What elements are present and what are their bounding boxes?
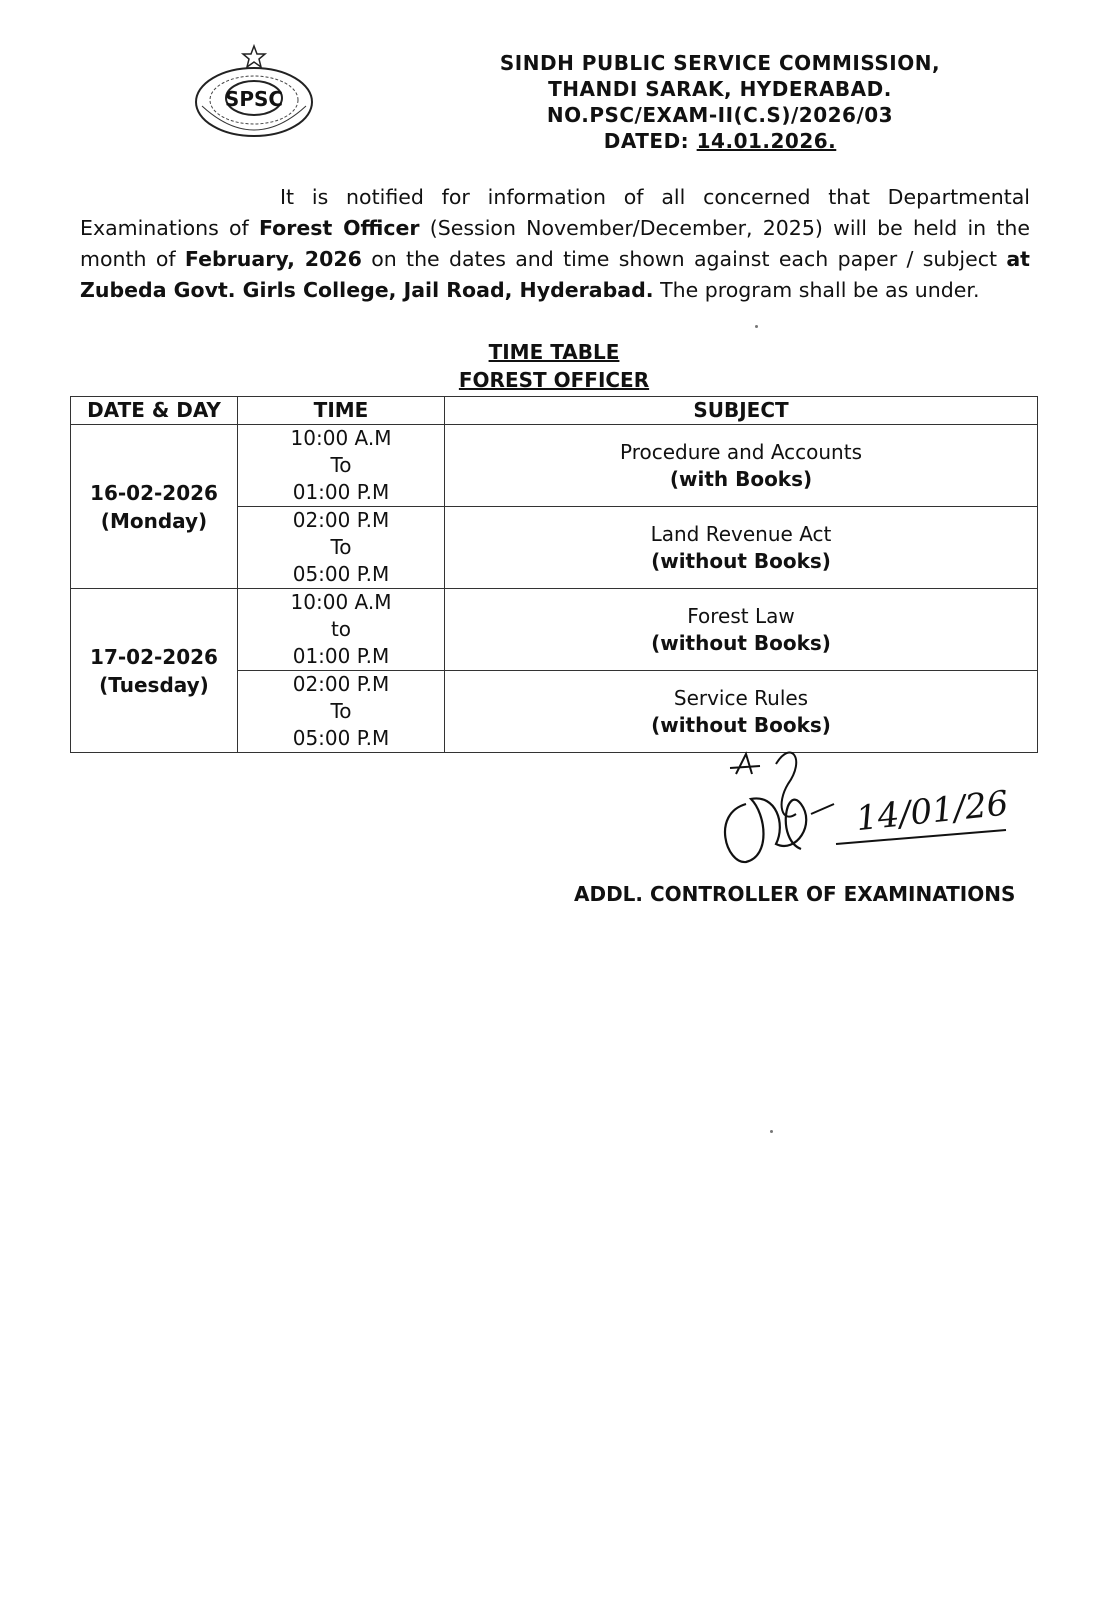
- time-end: 05:00 P.M: [292, 726, 390, 750]
- timetable: [70, 396, 1038, 753]
- time-separator: To: [330, 535, 352, 559]
- time-cell: [238, 507, 445, 589]
- dated-value: 14.01.2026.: [696, 129, 837, 153]
- time-cell: [238, 425, 445, 507]
- exam-date: 16-02-2026: [90, 480, 218, 505]
- subject-cell: [445, 589, 1038, 671]
- star-icon: [243, 46, 265, 67]
- timetable-title: [404, 338, 704, 394]
- notice-bold-venue: at Zubeda Govt. Girls College, Jail Road, Hyderabad.: [80, 247, 1030, 302]
- time-separator: to: [330, 617, 352, 641]
- time-start: 02:00 P.M: [292, 508, 390, 532]
- subject-name: Service Rules: [673, 685, 809, 710]
- subject-condition: (without Books): [651, 630, 831, 655]
- header-date: [470, 128, 970, 154]
- exam-day: (Monday): [100, 508, 208, 533]
- notice-text-1: It is notified for information of all concerned that Departmental Examinations of: [80, 185, 1030, 240]
- subject-condition: (with Books): [669, 466, 813, 491]
- time-start: 10:00 A.M: [290, 426, 392, 450]
- header-date-day: DATE & DAY: [71, 397, 238, 425]
- timetable-subheading: FOREST OFFICER: [458, 368, 650, 392]
- header-subject: SUBJECT: [445, 397, 1038, 425]
- notice-paragraph: [80, 182, 1030, 306]
- scan-speck: [770, 1130, 773, 1133]
- time-start: 10:00 A.M: [290, 590, 392, 614]
- table-row: [71, 589, 1038, 671]
- dated-label: DATED:: [603, 129, 690, 153]
- header-commission: SINDH PUBLIC SERVICE COMMISSION,: [499, 51, 941, 75]
- subject-condition: (without Books): [651, 712, 831, 737]
- logo-text: SPSC: [224, 87, 284, 111]
- notice-text-3: on the dates and time shown against each paper / subject: [371, 247, 998, 271]
- subject-cell: [445, 671, 1038, 753]
- subject-cell: [445, 425, 1038, 507]
- time-end: 01:00 P.M: [292, 644, 390, 668]
- notice-text-4: The program shall be as under.: [660, 278, 980, 302]
- subject-name: Forest Law: [687, 603, 795, 628]
- notice-text-2: (Session November/December, 2025) will be held in the month of: [80, 216, 1030, 271]
- subject-name: Procedure and Accounts: [619, 439, 862, 464]
- header-address: THANDI SARAK, HYDERABAD.: [548, 77, 892, 101]
- time-separator: To: [330, 453, 352, 477]
- subject-condition: (without Books): [651, 548, 831, 573]
- exam-date: 17-02-2026: [90, 644, 218, 669]
- notice-bold-post: Forest Officer: [258, 216, 420, 240]
- date-cell: [71, 589, 238, 753]
- spsc-logo: [192, 44, 316, 144]
- table-row: [71, 425, 1038, 507]
- table-header-row: [71, 397, 1038, 425]
- subject-name: Land Revenue Act: [650, 521, 832, 546]
- header-reference: NO.PSC/EXAM-II(C.S)/2026/03: [546, 103, 894, 127]
- time-end: 01:00 P.M: [292, 480, 390, 504]
- time-start: 02:00 P.M: [292, 672, 390, 696]
- time-end: 05:00 P.M: [292, 562, 390, 586]
- scan-speck: [755, 325, 758, 328]
- date-cell: [71, 425, 238, 589]
- exam-day: (Tuesday): [99, 672, 209, 697]
- time-separator: To: [330, 699, 352, 723]
- time-cell: [238, 589, 445, 671]
- timetable-heading: TIME TABLE: [488, 340, 620, 364]
- notice-bold-month: February, 2026: [184, 247, 362, 271]
- handwritten-signature: [716, 744, 1016, 874]
- signature-date: 14/01/26: [854, 783, 1011, 840]
- time-cell: [238, 671, 445, 753]
- letter-header: [470, 50, 970, 154]
- header-time: TIME: [238, 397, 445, 425]
- subject-cell: [445, 507, 1038, 589]
- signatory-title: ADDL. CONTROLLER OF EXAMINATIONS: [574, 882, 1016, 906]
